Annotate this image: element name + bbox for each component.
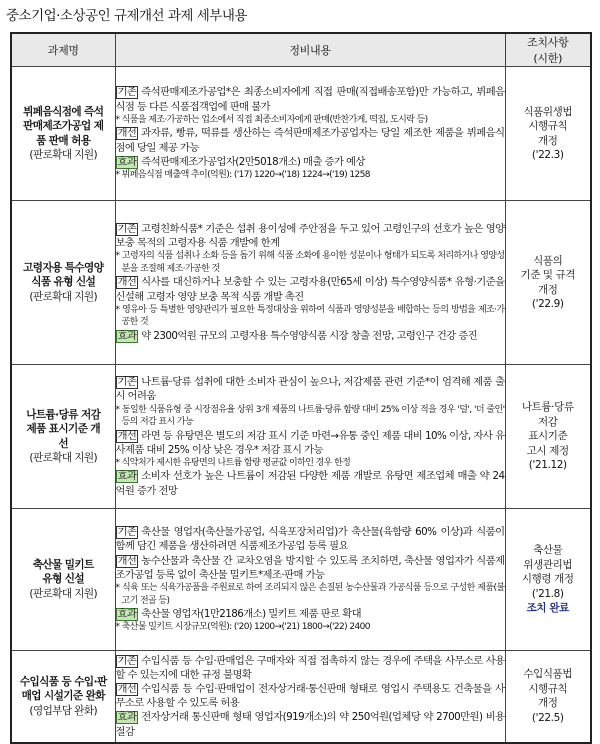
current-text: 축산물 영업자(축산물가공업, 식육포장처리업)가 축산물(육함량 60% 이상)과 식품이 함께 담긴 제품을 생산하려면 식품제조가공업 등록 필요 bbox=[115, 526, 505, 553]
regulation-table bbox=[10, 32, 592, 744]
improve-text: 농수산물과 축산물 간 교차오염을 방지할 수 있도록 조치하면, 축산물 영업자가 식품제조가공업 등록 없이 축산물 밀키트*제조·판매 가능 bbox=[115, 554, 505, 581]
current-block bbox=[116, 525, 505, 553]
content-cell bbox=[115, 67, 505, 201]
action-cell bbox=[505, 365, 591, 509]
improve-block bbox=[116, 682, 505, 710]
table-row bbox=[11, 201, 591, 365]
improve-text: 과자류, 빵류, 떡류를 생산하는 즉석판매제조가공업자는 당일 제조한 제품을 뷔페음식점에 당일 제공 가능 bbox=[115, 127, 505, 154]
task-name: 나트륨·당류 저감제품 표시기준 개선 bbox=[26, 408, 101, 450]
improve-note: * 식약처가 제시한 유탕면의 나트륨 함량 평균값 이하인 경우 한정 bbox=[115, 457, 351, 468]
header-action bbox=[505, 33, 591, 67]
effect-text: 약 2300억원 규모의 고령자용 특수영양식품 시장 창출 전망, 고령인구 건강 증진 bbox=[141, 329, 478, 342]
action-line: 식품위생법 bbox=[523, 105, 573, 118]
header-action-line1: 조치사항 bbox=[527, 36, 569, 49]
current-block bbox=[116, 222, 505, 250]
current-note: * 동일한 식품유형 중 시장점유율 상위 3개 제품의 나트륨·당류 함량 대비 25% 이상 적을 경우 '덜', '더 줄인' 등의 저감 표시 가능 bbox=[115, 404, 505, 428]
tag-current: 기존 bbox=[117, 86, 137, 99]
action-line: ('22.9) bbox=[531, 298, 564, 310]
improve-block bbox=[116, 429, 505, 457]
header-task: 과제명 bbox=[11, 33, 115, 67]
tag-improve: 개선 bbox=[117, 429, 137, 442]
tag-effect: 효과 bbox=[117, 711, 137, 724]
effect-block bbox=[116, 710, 505, 738]
improve-block bbox=[116, 554, 505, 582]
task-cell bbox=[11, 651, 115, 743]
tag-current: 기존 bbox=[117, 376, 137, 389]
task-name: 수입식품 등 수입·판매업 시설기준 완화 bbox=[19, 675, 107, 702]
tag-effect: 효과 bbox=[117, 329, 137, 342]
task-sub: (판로확대 지원) bbox=[29, 452, 98, 464]
table-header-row bbox=[11, 33, 591, 67]
effect-text: 전자상거래 통신판매 형태 영업자(919개소)의 약 250억원(업체당 약 2700만원) 비용 절감 bbox=[115, 711, 505, 738]
action-line: ('22.3) bbox=[531, 149, 564, 161]
action-line: 개정 bbox=[538, 283, 558, 296]
improve-note: * 식육 또는 식육가공품을 주원료로 하여 조리되지 않은 손질된 농수산물과 가공식품 등으로 구성한 제품(불고기 전골 등) bbox=[115, 583, 505, 606]
effect-text: 즉석판매제조가공업자(2만5018개소) 매출 증가 예상 bbox=[141, 155, 365, 168]
task-sub: (판로확대 지원) bbox=[29, 587, 98, 600]
tag-current: 기존 bbox=[117, 654, 137, 667]
improve-text: 식사를 대신하거나 보충할 수 있는 고령자용(만65세 이상) 특수영양식품* 유형·기준을 신설해 고령자 영양 보충 목적 식품 개발 촉진 bbox=[115, 276, 505, 303]
action-line: 시행령 개정 bbox=[521, 573, 574, 586]
action-line: 기준 및 규격 bbox=[520, 269, 576, 281]
effect-text: 소비자 선호가 높은 나트륨이 저감된 다양한 제품 개발로 유탕면 제조업체 매출 약 24억원 증가 전망 bbox=[115, 470, 505, 497]
task-name: 축산물 밀키트 유형 신설 bbox=[32, 558, 94, 586]
task-cell bbox=[11, 509, 115, 651]
tag-improve: 개선 bbox=[117, 127, 137, 140]
current-block bbox=[116, 85, 505, 113]
tag-improve: 개선 bbox=[117, 683, 137, 696]
action-line: 위생관리법 bbox=[523, 558, 573, 571]
task-cell bbox=[11, 67, 115, 201]
current-block bbox=[116, 654, 505, 682]
content-cell bbox=[115, 365, 505, 509]
action-done-badge: 조치 완료 bbox=[526, 602, 569, 615]
action-line: ('22.5) bbox=[531, 711, 564, 724]
current-text: 나트륨·당류 섭취에 대한 소비자 관심이 높으나, 저감제품 관련 기준*이 엄격해 제품 출시 어려움 bbox=[115, 376, 505, 403]
current-text: 즉석판매제조가공업*은 최종소비자에게 직접 판매(직접배송포함)만 가능하고, 뷔페음식점 등 다른 식품접객업에 판매 불가 bbox=[115, 86, 505, 113]
task-sub: (판로확대 지원) bbox=[29, 149, 98, 161]
tag-effect: 효과 bbox=[117, 608, 137, 621]
task-cell bbox=[11, 201, 115, 365]
current-text: 수입식품 등 수입·판매업은 구매자와 직접 접촉하지 않는 경우에 주택을 사무소로 사용할 수 있는지에 대한 규정 불명확 bbox=[115, 654, 505, 681]
improve-note: * 영유아 등 특별한 영양관리가 필요한 특정대상을 위하여 식품과 영양성분을 배합하는 등의 방법을 제조·가공한 것 bbox=[115, 304, 505, 328]
action-line: 개정 bbox=[538, 697, 558, 710]
table-row bbox=[11, 67, 591, 201]
content-cell bbox=[115, 651, 505, 743]
improve-block bbox=[116, 126, 505, 154]
page-title: 중소기업·소상공인 규제개선 과제 세부내용 bbox=[6, 8, 247, 24]
table-row bbox=[11, 509, 591, 651]
effect-block bbox=[116, 155, 505, 169]
tag-improve: 개선 bbox=[117, 276, 137, 289]
action-line: 시행규칙 bbox=[528, 682, 568, 695]
effect-note: * 뷔페음식점 매출액 추이(억원): ('17) 1220→('18) 1224→('19) 1258 bbox=[115, 170, 370, 180]
tag-current: 기존 bbox=[117, 222, 137, 235]
content-cell bbox=[115, 201, 505, 365]
effect-note: * 축산물 밀키트 시장규모(억원): ('20) 1200→('21) 1800→('22) 2400 bbox=[115, 622, 370, 633]
action-line: 축산물 bbox=[533, 544, 563, 557]
tag-effect: 효과 bbox=[117, 470, 137, 483]
current-block bbox=[116, 375, 505, 403]
effect-block bbox=[116, 469, 505, 497]
content-cell bbox=[115, 509, 505, 651]
table-row bbox=[11, 651, 591, 743]
action-line: ('21.12) bbox=[528, 459, 567, 472]
action-line: 나트륨·당류 bbox=[521, 401, 574, 414]
tag-current: 기존 bbox=[117, 526, 137, 539]
task-sub: (영업부담 완화) bbox=[29, 704, 98, 717]
effect-block bbox=[116, 607, 505, 621]
task-name: 고령자용 특수영양식품 유형 신설 bbox=[23, 261, 104, 289]
action-line: 개정 bbox=[538, 134, 558, 147]
improve-text: 라면 등 유탕면은 별도의 저감 표시 기준 마련→유통 중인 제품 대비 10% 이상, 자사 유사제품 대비 25% 이상 낮은 경우* 저감 표시 가능 bbox=[115, 429, 505, 456]
action-cell bbox=[505, 201, 591, 365]
action-cell bbox=[505, 651, 591, 743]
action-line: 수입식품법 bbox=[523, 668, 573, 681]
task-cell bbox=[11, 365, 115, 509]
action-line: ('21.8) bbox=[531, 587, 564, 600]
task-sub: (판로확대 지원) bbox=[29, 290, 98, 303]
header-action-line2: (시한) bbox=[533, 52, 563, 65]
action-line: 고시 제정 bbox=[526, 444, 569, 457]
action-cell bbox=[505, 67, 591, 201]
improve-text: 수입식품 등 수입·판매업이 전자상거래·통신판매 형태로 영업시 주택용도 건축물을 사무소로 사용할 수 있도록 허용 bbox=[115, 683, 505, 710]
current-note: * 고령자의 식품 섭취나 소화 등을 돕기 위해 식품 소화에 용이한 성분이나 형태가 되도록 처리하거나 영양성분을 조절해 제조·가공한 것 bbox=[115, 251, 505, 274]
effect-text: 축산물 영업자(1만2186개소) 밀키트 제품 판로 확대 bbox=[141, 608, 361, 621]
tag-improve: 개선 bbox=[117, 554, 137, 567]
task-name: 뷔페음식점에 즉석판매제조가공업 제품 판매 허용 bbox=[23, 105, 104, 147]
current-note: * 식품을 제조·가공하는 업소에서 직접 최종소비자에게 판매(반찬가게, 떡집, 도시락 등) bbox=[115, 114, 428, 125]
tag-effect: 효과 bbox=[117, 155, 137, 168]
header-content: 정비내용 bbox=[115, 33, 505, 67]
table-row bbox=[11, 365, 591, 509]
action-cell bbox=[505, 509, 591, 651]
action-line: 저감 bbox=[538, 415, 558, 428]
current-text: 고령친화식품* 기준은 섭취 용이성에 주안점을 두고 있어 고령인구의 선호가 높은 영양 보충 목적의 고령자용 식품 개발에 한계 bbox=[115, 222, 505, 250]
improve-block bbox=[116, 275, 505, 303]
action-line: 시행규칙 bbox=[528, 120, 568, 132]
effect-block bbox=[116, 329, 505, 343]
action-line: 표시기준 bbox=[528, 430, 568, 443]
action-line: 식품의 bbox=[533, 254, 563, 267]
